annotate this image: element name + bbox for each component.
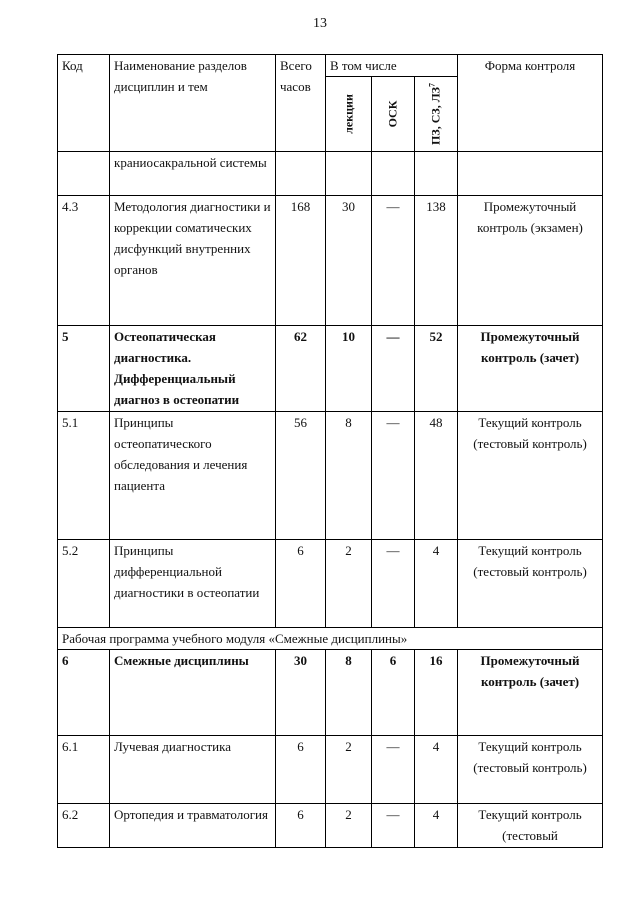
header-lectures-cell	[326, 77, 372, 152]
header-code: Код	[58, 55, 110, 152]
header-including: В том числе	[326, 55, 458, 77]
table-row: 5 Остеопатическая диагностика. Дифференциальный диагноз в остеопатии 62 10 — 52 Промежуточный контроль (зачет)	[58, 326, 603, 412]
table-row: краниосакральной системы	[58, 152, 603, 196]
module-heading-row	[58, 628, 603, 650]
table-row: 6.1 Лучевая диагностика 6 2 — 4 Текущий контроль (тестовый контроль)	[58, 736, 603, 804]
table-row: 5.2 Принципы дифференциальной диагностики в остеопатии 6 2 — 4 Текущий контроль (тестовый контроль)	[58, 540, 603, 628]
module-title: Рабочая программа учебного модуля «Смежные дисциплины»	[58, 628, 603, 650]
header-lectures: лекции	[341, 94, 355, 134]
table-row: 4.3 Методология диагностики и коррекции соматических дисфункций внутренних органов 168 30 — 138 Промежуточный контроль (экзамен)	[58, 196, 603, 326]
header-total: Всего часов	[276, 55, 326, 152]
header-osk-cell	[372, 77, 415, 152]
header-practice-cell	[415, 77, 458, 152]
page-number: 13	[313, 16, 327, 31]
table-row: 6 Смежные дисциплины 30 8 6 16 Промежуточный контроль (зачет)	[58, 650, 603, 736]
header-form: Форма контроля	[458, 55, 603, 152]
table-row: 6.2 Ортопедия и травматология 6 2 — 4 Текущий контроль (тестовый	[58, 804, 603, 848]
table-row: 5.1 Принципы остеопатического обследования и лечения пациента 56 8 — 48 Текущий контроль (тестовый контроль)	[58, 412, 603, 540]
footnote-marker: 7	[427, 83, 437, 88]
header-name: Наименование разделов дисциплин и тем	[110, 55, 276, 152]
curriculum-table	[57, 54, 603, 848]
header-osk: ОСК	[385, 100, 400, 128]
header-practice: ПЗ, СЗ, $ЛЗ^7$	[427, 83, 443, 145]
